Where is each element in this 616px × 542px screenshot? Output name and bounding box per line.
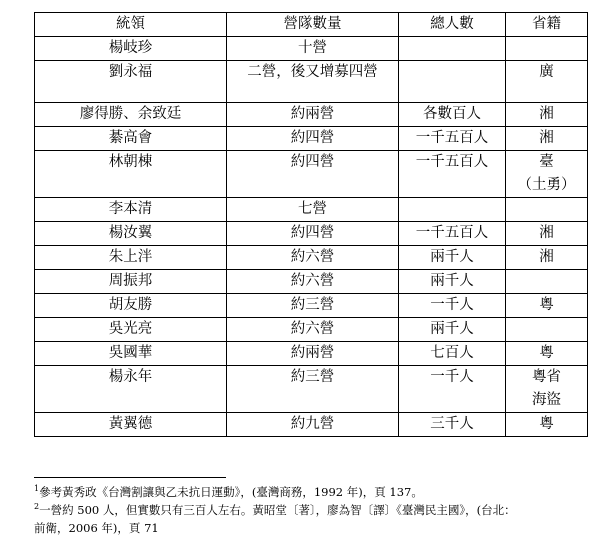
cell-leader: 林朝棟 bbox=[35, 151, 227, 198]
footnote-2 bbox=[34, 501, 609, 519]
cell-origin: 廣 bbox=[506, 61, 588, 103]
table-row bbox=[35, 127, 588, 151]
origin-line-2: （土勇） bbox=[517, 177, 576, 193]
cell-origin: 粵 bbox=[506, 413, 588, 437]
cell-origin bbox=[506, 318, 588, 342]
cell-origin bbox=[506, 151, 588, 198]
cell-total bbox=[399, 61, 506, 103]
footnote-2-text-line1: 一營約 500 人，但實數只有三百人左右。黃昭堂〔著〕，廖為智〔譯〕《臺灣民主國》，(台北： bbox=[39, 503, 516, 517]
table-row bbox=[35, 294, 588, 318]
table-row bbox=[35, 198, 588, 222]
cell-origin: 湘 bbox=[506, 246, 588, 270]
cell-leader: 李本清 bbox=[35, 198, 227, 222]
cell-origin: 湘 bbox=[506, 103, 588, 127]
cell-units: 二營，後又增募四營 bbox=[227, 61, 399, 103]
cell-total: 一千五百人 bbox=[399, 151, 506, 198]
header-units: 營隊數量 bbox=[227, 13, 399, 37]
cell-leader: 朱上泮 bbox=[35, 246, 227, 270]
cell-total bbox=[399, 198, 506, 222]
cell-units: 約兩營 bbox=[227, 103, 399, 127]
cell-units: 十營 bbox=[227, 37, 399, 61]
cell-total: 一千五百人 bbox=[399, 222, 506, 246]
cell-units: 約九營 bbox=[227, 413, 399, 437]
footnote-1-mark: 1 bbox=[34, 484, 40, 494]
table-row bbox=[35, 222, 588, 246]
footnote-2-continued bbox=[34, 519, 609, 537]
table-row bbox=[35, 151, 588, 198]
cell-leader: 黃翼德 bbox=[35, 413, 227, 437]
cell-units: 約四營 bbox=[227, 222, 399, 246]
cell-total: 兩千人 bbox=[399, 318, 506, 342]
cell-leader: 劉永福 bbox=[35, 61, 227, 103]
cell-total: 三千人 bbox=[399, 413, 506, 437]
cell-units: 約六營 bbox=[227, 318, 399, 342]
table-row bbox=[35, 246, 588, 270]
cell-leader: 楊汝翼 bbox=[35, 222, 227, 246]
cell-total bbox=[399, 37, 506, 61]
origin-line-2: 海盜 bbox=[532, 392, 561, 408]
cell-origin: 湘 bbox=[506, 127, 588, 151]
table-row bbox=[35, 270, 588, 294]
cell-leader: 楊永年 bbox=[35, 366, 227, 413]
cell-total: 兩千人 bbox=[399, 246, 506, 270]
cell-units: 約四營 bbox=[227, 127, 399, 151]
footnote-2-text-line2: 前衛，2006 年)，頁 71 bbox=[34, 521, 159, 535]
table-row bbox=[35, 342, 588, 366]
origin-line-1: 臺 bbox=[539, 154, 554, 170]
cell-origin bbox=[506, 270, 588, 294]
cell-units: 七營 bbox=[227, 198, 399, 222]
cell-leader: 吳光亮 bbox=[35, 318, 227, 342]
cell-leader: 楊岐珍 bbox=[35, 37, 227, 61]
cell-leader: 吳國華 bbox=[35, 342, 227, 366]
cell-leader: 綦高會 bbox=[35, 127, 227, 151]
cell-origin bbox=[506, 366, 588, 413]
table-row bbox=[35, 37, 588, 61]
table-row bbox=[35, 103, 588, 127]
troop-table bbox=[34, 12, 588, 437]
cell-units: 約兩營 bbox=[227, 342, 399, 366]
header-origin: 省籍 bbox=[506, 13, 588, 37]
origin-line-1: 粵省 bbox=[532, 369, 561, 385]
table-header-row bbox=[35, 13, 588, 37]
cell-origin: 湘 bbox=[506, 222, 588, 246]
footnote-2-mark: 2 bbox=[34, 502, 40, 512]
cell-origin bbox=[506, 198, 588, 222]
footnote-1 bbox=[34, 483, 609, 501]
cell-leader: 周振邦 bbox=[35, 270, 227, 294]
footnotes bbox=[34, 483, 609, 537]
cell-units: 約六營 bbox=[227, 270, 399, 294]
cell-total: 各數百人 bbox=[399, 103, 506, 127]
cell-total: 一千人 bbox=[399, 294, 506, 318]
cell-units: 約四營 bbox=[227, 151, 399, 198]
cell-origin: 粵 bbox=[506, 294, 588, 318]
table-row bbox=[35, 413, 588, 437]
cell-origin bbox=[506, 37, 588, 61]
cell-total: 七百人 bbox=[399, 342, 506, 366]
table-row bbox=[35, 318, 588, 342]
cell-units: 約三營 bbox=[227, 366, 399, 413]
footnote-1-text: 參考黃秀政《台灣割讓與乙未抗日運動》，(臺灣商務，1992 年)，頁 137。 bbox=[39, 485, 423, 499]
cell-leader: 廖得勝、余致廷 bbox=[35, 103, 227, 127]
table-row bbox=[35, 366, 588, 413]
cell-total: 一千五百人 bbox=[399, 127, 506, 151]
cell-units: 約三營 bbox=[227, 294, 399, 318]
table-row bbox=[35, 61, 588, 103]
footnote-separator bbox=[34, 477, 226, 478]
cell-units: 約六營 bbox=[227, 246, 399, 270]
header-leader: 統領 bbox=[35, 13, 227, 37]
header-total: 總人數 bbox=[399, 13, 506, 37]
cell-total: 兩千人 bbox=[399, 270, 506, 294]
cell-origin: 粵 bbox=[506, 342, 588, 366]
cell-total: 一千人 bbox=[399, 366, 506, 413]
cell-leader: 胡友勝 bbox=[35, 294, 227, 318]
